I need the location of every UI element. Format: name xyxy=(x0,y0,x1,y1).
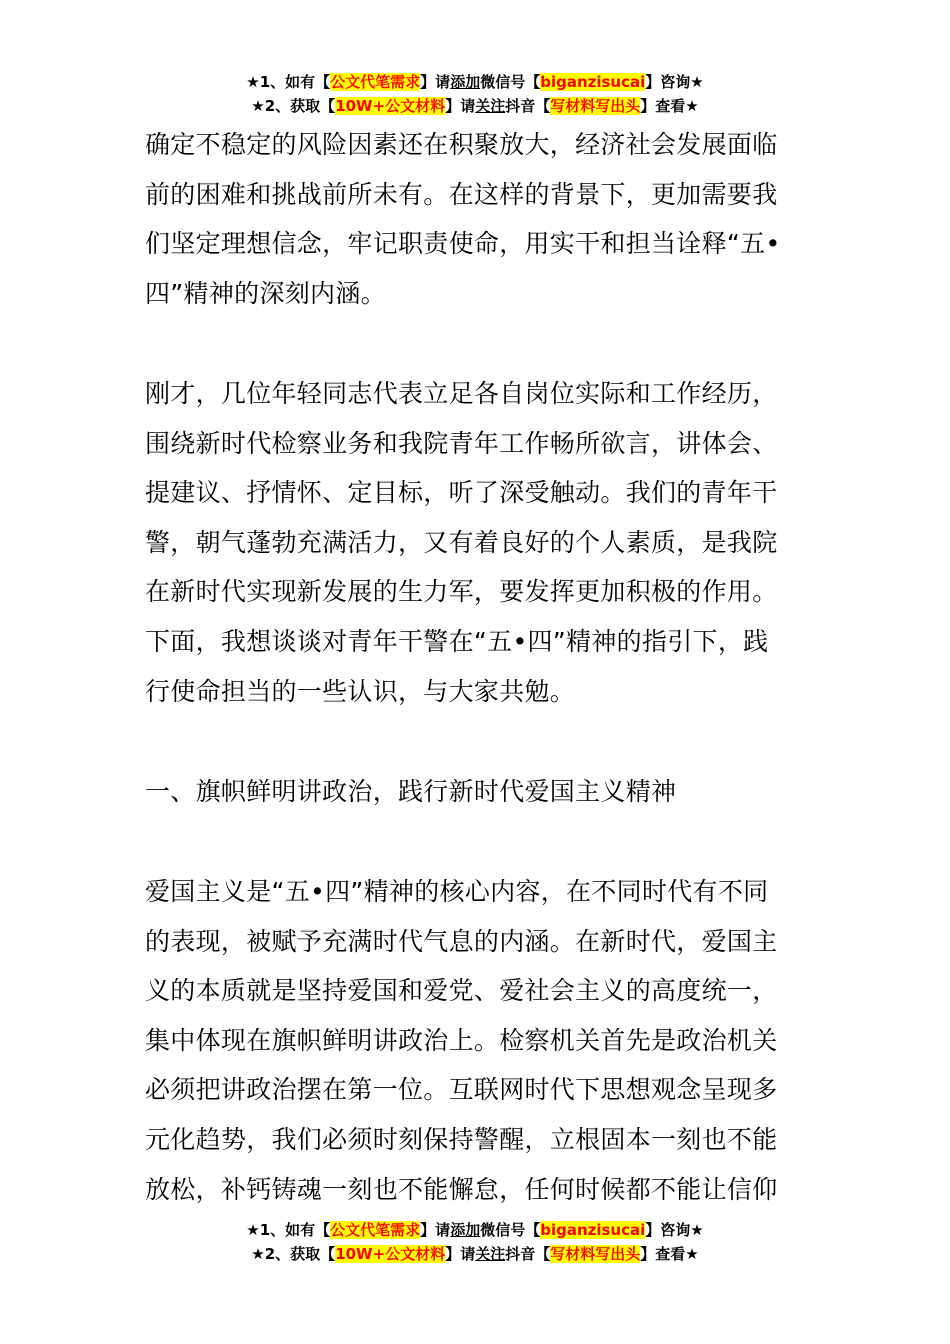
text-line: 元化趋势，我们必须时刻保持警醒，立根固本一刻也不能 xyxy=(145,1124,778,1154)
banner-underline: 关注 xyxy=(475,97,506,115)
banner-text: 抖音【 xyxy=(505,1245,551,1263)
section-heading xyxy=(145,767,810,817)
text-line: 在新时代实现新发展的生力军，要发挥更加积极的作用。 xyxy=(145,577,778,607)
banner-line-2 xyxy=(0,1242,950,1266)
text-line: 警，朝气蓬勃充满活力，又有着良好的个人素质，是我院 xyxy=(145,527,778,557)
banner-line-1 xyxy=(0,1218,950,1242)
banner-text: 】请 xyxy=(445,1245,476,1263)
banner-highlight: 10W+公文材料 xyxy=(335,1245,446,1263)
banner-text: 】咨询★ xyxy=(645,1221,704,1239)
paragraph-3 xyxy=(145,867,810,1214)
text-line: 提建议、抒情怀、定目标，听了深受触动。我们的青年干 xyxy=(145,478,778,508)
banner-text: ★2、获取【 xyxy=(251,1245,336,1263)
banner-underline: 关注 xyxy=(475,1245,506,1263)
text-line: 集中体现在旗帜鲜明讲政治上。检察机关首先是政治机关 xyxy=(145,1025,778,1055)
banner-text: ★2、获取【 xyxy=(251,97,336,115)
banner-highlight: 写材料写出头 xyxy=(550,97,641,115)
banner-highlight: biganzisucai xyxy=(540,1221,646,1239)
banner-text: 】咨询★ xyxy=(645,73,704,91)
banner-text: 】查看★ xyxy=(640,1245,699,1263)
banner-text: 】请 xyxy=(445,97,476,115)
paragraph-2 xyxy=(145,369,810,716)
text-line: 四”精神的深刻内涵。 xyxy=(145,278,386,308)
text-line: 们坚定理想信念，牢记职责使命，用实干和担当诠释“五• xyxy=(145,229,781,259)
banner-text: ★1、如有【 xyxy=(246,73,331,91)
text-line: 义的本质就是坚持爱国和爱党、爱社会主义的高度统一， xyxy=(145,976,778,1006)
paragraph-1 xyxy=(145,120,810,318)
text-line: 爱国主义是“五•四”精神的核心内容，在不同时代有不同 xyxy=(145,877,769,906)
banner-highlight: 公文代笔需求 xyxy=(330,73,421,91)
text-line: 下面，我想谈谈对青年干警在“五•四”精神的指引下，践 xyxy=(145,626,769,656)
text-line: 围绕新时代检察业务和我院青年工作畅所欲言，讲体会、 xyxy=(145,428,778,458)
text-line: 放松，补钙铸魂一刻也不能懈怠，任何时候都不能让信仰 xyxy=(145,1174,778,1204)
banner-highlight: 公文代笔需求 xyxy=(330,1221,421,1239)
banner-highlight: 写材料写出头 xyxy=(550,1245,641,1263)
header-banner xyxy=(0,70,950,118)
banner-line-1 xyxy=(0,70,950,94)
banner-text: 】查看★ xyxy=(640,97,699,115)
banner-text: 微信号【 xyxy=(480,73,541,91)
banner-underline: 添加 xyxy=(450,1221,481,1239)
banner-highlight: biganzisucai xyxy=(540,73,646,91)
text-line: 行使命担当的一些认识，与大家共勉。 xyxy=(145,676,576,706)
banner-underline: 添加 xyxy=(450,73,481,91)
text-line: 的表现，被赋予充满时代气息的内涵。在新时代，爱国主 xyxy=(145,926,778,956)
banner-line-2 xyxy=(0,94,950,118)
text-line: 必须把讲政治摆在第一位。互联网时代下思想观念呈现多 xyxy=(145,1075,778,1105)
text-line: 前的困难和挑战前所未有。在这样的背景下，更加需要我 xyxy=(145,179,778,209)
banner-highlight: 10W+公文材料 xyxy=(335,97,446,115)
heading-text: 一、旗帜鲜明讲政治，践行新时代爱国主义精神 xyxy=(145,777,677,806)
banner-text: 】请 xyxy=(420,73,451,91)
banner-text: ★1、如有【 xyxy=(246,1221,331,1239)
banner-text: 抖音【 xyxy=(505,97,551,115)
banner-text: 微信号【 xyxy=(480,1221,541,1239)
text-line: 刚才，几位年轻同志代表立足各自岗位实际和工作经历， xyxy=(145,379,778,408)
footer-banner xyxy=(0,1218,950,1266)
banner-text: 】请 xyxy=(420,1221,451,1239)
text-line: 确定不稳定的风险因素还在积聚放大，经济社会发展面临 xyxy=(145,130,778,159)
